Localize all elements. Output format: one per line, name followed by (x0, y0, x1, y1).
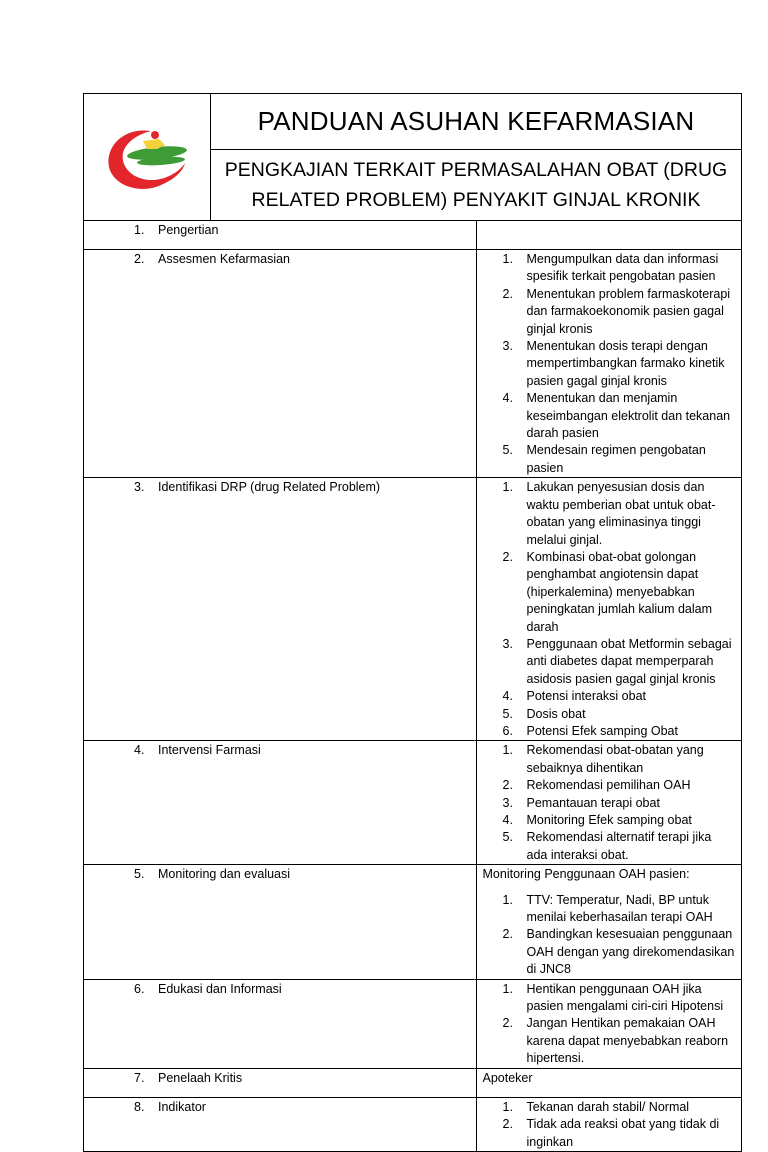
row-number: 1. (134, 223, 145, 237)
row-label-cell (84, 865, 477, 979)
list-item: 5. Mendesain regimen pengobatan pasien (502, 443, 706, 475)
row-label: Pengertian (158, 223, 219, 237)
item-list (483, 1099, 736, 1151)
document-subtitle (211, 150, 742, 221)
header-row (84, 94, 742, 150)
row-intro-text: Monitoring Penggunaan OAH pasien: (482, 867, 690, 882)
row-number: 7. (134, 1070, 145, 1085)
row-intro-text: Apoteker (482, 1070, 533, 1085)
list-item: 2. Menentukan problem farmaskoterapi dan farmakoekonomik pasien gagal ginjal kronis (502, 286, 731, 336)
list-item: 3. Penggunaan obat Metformin sebagai anti diabetes dapat memperparah asidosis pasien gagal ginjal kronis (502, 636, 732, 686)
list-item: 4. Menentukan dan menjamin keseimbangan elektrolit dan tekanan darah pasien (502, 391, 731, 441)
table-row (84, 250, 742, 478)
item-list (483, 479, 736, 740)
logo-cell (84, 94, 211, 221)
list-item: 2. Tidak ada reaksi obat yang tidak di inginkan (502, 1117, 720, 1149)
list-item: 2. Rekomendasi pemilihan OAH (502, 778, 691, 793)
document-title: PANDUAN ASUHAN KEFARMASIAN (211, 94, 742, 150)
row-label: Indikator (158, 1099, 206, 1114)
hospital-logo (99, 127, 195, 193)
table-row (84, 478, 742, 741)
item-list (483, 892, 736, 979)
row-label-cell (84, 250, 477, 478)
row-content-cell (476, 1097, 742, 1151)
list-item: 4. Potensi interaksi obat (502, 689, 647, 704)
row-label-cell (84, 741, 477, 865)
row-number: 5. (134, 867, 145, 882)
list-item: 1. Lakukan penyesusian dosis dan waktu pemberian obat untuk obat-obatan yang eliminasinya tinggi melalui ginjal. (502, 480, 716, 547)
row-number: 4. (134, 743, 145, 758)
subtitle-line-1: PENGKAJIAN TERKAIT PERMASALAHAN OBAT (DRUG (224, 159, 728, 182)
row-content-cell (476, 221, 742, 250)
table-row (84, 741, 742, 865)
list-item: 6. Potensi Efek samping Obat (502, 723, 678, 738)
list-item: 1. Tekanan darah stabil/ Normal (502, 1099, 690, 1114)
logo-red-dot (151, 131, 159, 139)
table-row (84, 1068, 742, 1097)
row-number: 2. (134, 252, 145, 266)
row-label: Assesmen Kefarmasian (158, 252, 291, 266)
item-list (483, 981, 736, 1068)
row-label: Identifikasi DRP (drug Related Problem) (158, 480, 381, 495)
row-label-cell (84, 478, 477, 741)
list-item: 3. Pemantauan terapi obat (502, 795, 660, 810)
row-label: Penelaah Kritis (158, 1070, 243, 1085)
list-item: 2. Bandingkan kesesuaian penggunaan OAH dengan yang direkomendasikan di JNC8 (502, 927, 735, 977)
list-item: 4. Monitoring Efek samping obat (502, 813, 692, 827)
row-label: Edukasi dan Informasi (158, 981, 282, 996)
list-item: 1. Mengumpulkan data dan informasi spesifik terkait pengobatan pasien (502, 252, 719, 284)
row-content-cell (476, 865, 742, 979)
row-label-cell (84, 1068, 477, 1097)
list-item: 1. TTV: Temperatur, Nadi, BP untuk menilai keberhasailan terapi OAH (502, 892, 713, 925)
row-number: 3. (134, 480, 145, 495)
guideline-table (83, 93, 742, 1152)
row-number: 8. (134, 1099, 145, 1114)
item-list (483, 742, 736, 864)
subtitle-line-2: RELATED PROBLEM) PENYAKIT GINJAL KRONIK (251, 189, 701, 212)
row-label: Monitoring dan evaluasi (158, 867, 291, 882)
list-item: 5. Dosis obat (502, 706, 586, 721)
list-item: 3. Menentukan dosis terapi dengan mempertimbangkan farmako kinetik pasien gagal ginjal kronis (502, 339, 725, 388)
row-label-cell (84, 1097, 477, 1151)
row-label-cell (84, 221, 477, 250)
row-content-cell (476, 1068, 742, 1097)
list-item: 1. Rekomendasi obat-obatan yang sebaiknya dihentikan (502, 743, 704, 775)
row-label: Intervensi Farmasi (158, 743, 261, 758)
item-list (483, 251, 736, 477)
table-row (84, 1097, 742, 1151)
list-item: 1. Hentikan penggunaan OAH jika pasien mengalami ciri-ciri Hipotensi (502, 981, 724, 1014)
table-row (84, 865, 742, 979)
list-item: 2. Kombinasi obat-obat golongan penghambat angiotensin dapat (hiperkalemina) menyebabkan peningkatan jumlah kalium dalam darah (502, 549, 713, 634)
row-number: 6. (134, 981, 145, 996)
row-content-cell (476, 741, 742, 865)
row-content-cell (476, 250, 742, 478)
row-content-cell (476, 478, 742, 741)
list-item: 2. Jangan Hentikan pemakaian OAH karena dapat menyebabkan reaborn hipertensi. (502, 1016, 729, 1066)
table-row (84, 221, 742, 250)
list-item: 5. Rekomendasi alternatif terapi jika ada interaksi obat. (502, 830, 712, 862)
